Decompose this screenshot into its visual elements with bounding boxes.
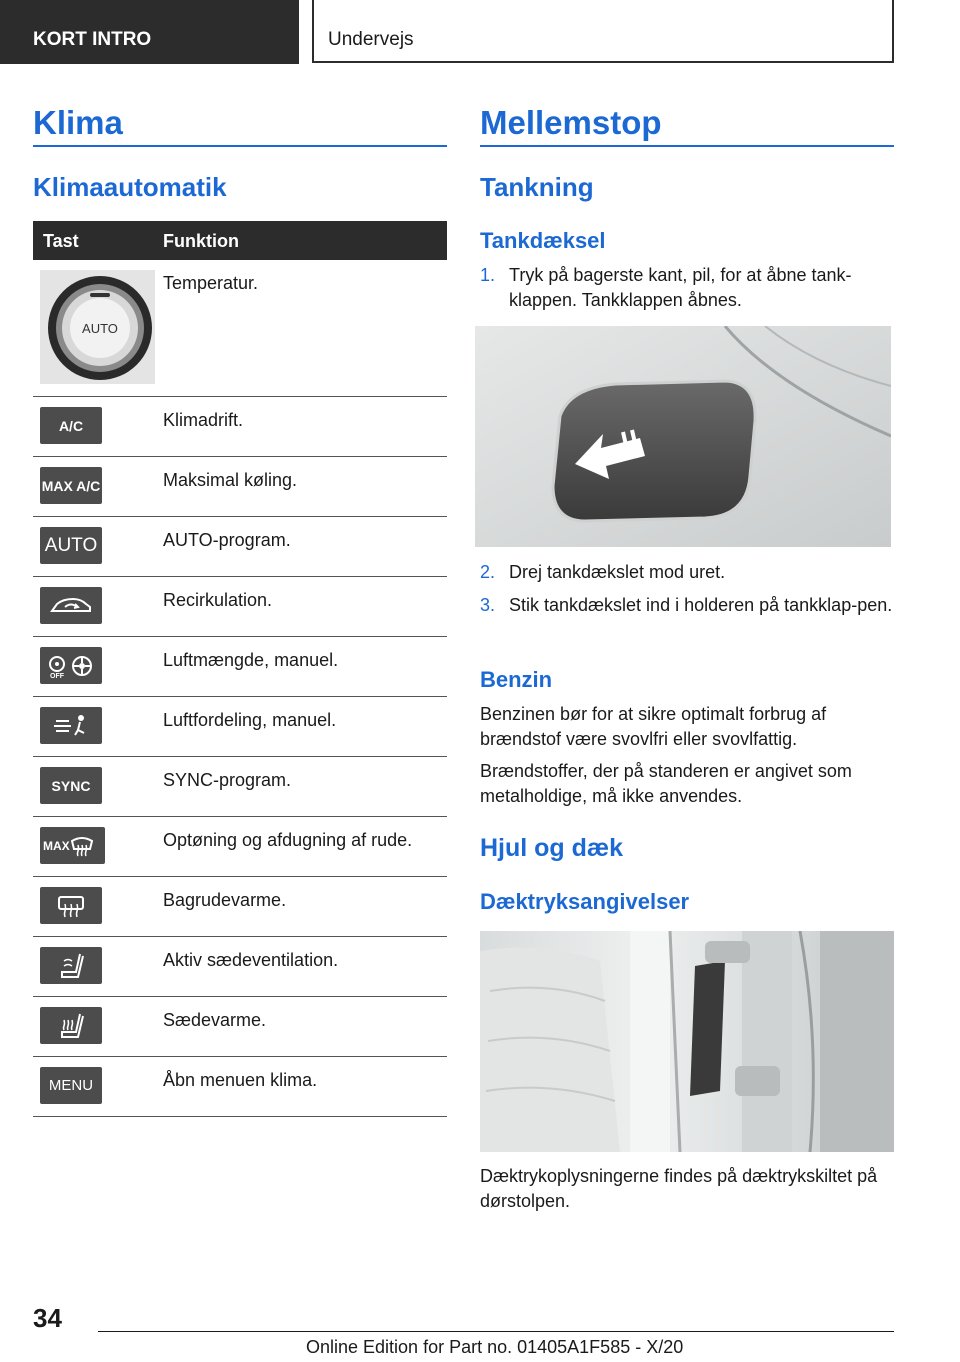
step-number: 1. — [480, 265, 496, 285]
tire-pressure-label-image — [480, 931, 894, 1152]
table-row — [33, 997, 447, 1057]
table-row — [33, 637, 447, 697]
table-row — [33, 397, 447, 457]
function-text: Maksimal køling. — [163, 470, 298, 490]
rear-defrost-icon — [40, 887, 102, 924]
benzin-paragraph-2: Brændstoffer, der på standeren er angivet som metalholdige, må ikke anvendes. — [480, 761, 852, 806]
max-defrost-icon — [40, 827, 105, 864]
icon-label: A/C — [58, 417, 84, 434]
icon-label: MAX — [43, 838, 70, 853]
step-number: 2. — [480, 562, 496, 582]
footer-rule — [98, 1331, 894, 1332]
recirculation-icon — [40, 587, 102, 624]
function-text: Sædevarme. — [163, 1010, 267, 1030]
step-1 — [480, 263, 894, 313]
step-text: Stik tankdækslet ind i holderen på tankklap-pen. — [509, 595, 893, 615]
auto-button-icon — [40, 527, 102, 564]
function-text: AUTO-program. — [163, 530, 291, 550]
seat-heating-icon — [40, 1007, 102, 1044]
max-ac-button-icon — [40, 467, 102, 504]
temperature-knob-image — [40, 270, 155, 384]
function-text: Aktiv sædeventilation. — [163, 950, 339, 970]
menu-button-icon — [40, 1067, 102, 1104]
heading-daektryksangivelser: Dæktryksangivelser — [480, 889, 690, 914]
section-label: KORT INTRO — [33, 29, 152, 50]
heading-klimaautomatik: Klimaautomatik — [33, 172, 227, 202]
page-title-klima: Klima — [33, 104, 123, 141]
function-text: Klimadrift. — [163, 410, 244, 430]
function-text: SYNC-program. — [163, 770, 292, 790]
page-number: 34 — [33, 1303, 62, 1333]
step-number: 3. — [480, 595, 496, 615]
function-text: Bagrudevarme. — [163, 890, 287, 910]
col-header-key: Tast — [43, 231, 79, 251]
sync-button-icon — [40, 767, 102, 804]
seat-ventilation-icon — [40, 947, 102, 984]
table-row — [33, 577, 447, 637]
table-row — [33, 697, 447, 757]
auto-knob-label: AUTO — [82, 321, 118, 336]
heading-tankdaeksel: Tankdæksel — [480, 228, 606, 253]
ac-button-icon — [40, 407, 102, 444]
title-rule — [480, 145, 894, 147]
icon-label: MAX A/C — [41, 477, 101, 494]
step-2 — [480, 560, 894, 585]
table-row — [33, 757, 447, 817]
svg-text:OFF: OFF — [50, 672, 64, 679]
chapter-tab — [312, 0, 894, 63]
chapter-label: Undervejs — [328, 29, 414, 50]
fuel-flap-image — [475, 326, 891, 547]
title-rule — [33, 145, 447, 147]
icon-label: SYNC — [51, 777, 91, 794]
climate-table — [33, 221, 447, 1117]
edition-text: Online Edition for Part no. 01405A1F585 - X/20 — [306, 1337, 684, 1357]
daektryk-paragraph: Dæktrykoplysningerne findes på dæktrykskiltet på dørstolpen. — [480, 1166, 878, 1211]
icon-label: AUTO — [44, 534, 98, 556]
table-row — [33, 260, 447, 397]
heading-hjul-og-daek: Hjul og dæk — [480, 834, 624, 862]
icon-label: MENU — [48, 1077, 94, 1094]
function-text: Luftfordeling, manuel. — [163, 710, 337, 730]
section-tab — [0, 0, 299, 64]
table-row — [33, 517, 447, 577]
col-header-function: Funktion — [163, 231, 239, 251]
step-text: Drej tankdækslet mod uret. — [509, 562, 726, 582]
table-row — [33, 817, 447, 877]
step-3 — [480, 593, 894, 643]
air-distribution-icon — [40, 707, 102, 744]
function-text: Åbn menuen klima. — [163, 1070, 318, 1090]
fan-icon — [40, 647, 102, 684]
heading-benzin: Benzin — [480, 667, 553, 692]
function-text: Temperatur. — [163, 273, 259, 293]
table-header — [33, 221, 447, 260]
function-text: Luftmængde, manuel. — [163, 650, 339, 670]
table-row — [33, 877, 447, 937]
page-title-mellemstop: Mellemstop — [480, 104, 662, 141]
table-row — [33, 1057, 447, 1117]
benzin-paragraph-1: Benzinen bør for at sikre optimalt forbrug af brændstof være svovlfri eller svovlfattig. — [480, 704, 827, 749]
function-text: Recirkulation. — [163, 590, 273, 610]
table-row — [33, 937, 447, 997]
function-text: Optøning og afdugning af rude. — [163, 830, 413, 850]
table-row — [33, 457, 447, 517]
step-text: Tryk på bagerste kant, pil, for at åbne tank-klappen. Tankklappen åbnes. — [509, 265, 852, 310]
heading-tankning: Tankning — [480, 172, 594, 202]
